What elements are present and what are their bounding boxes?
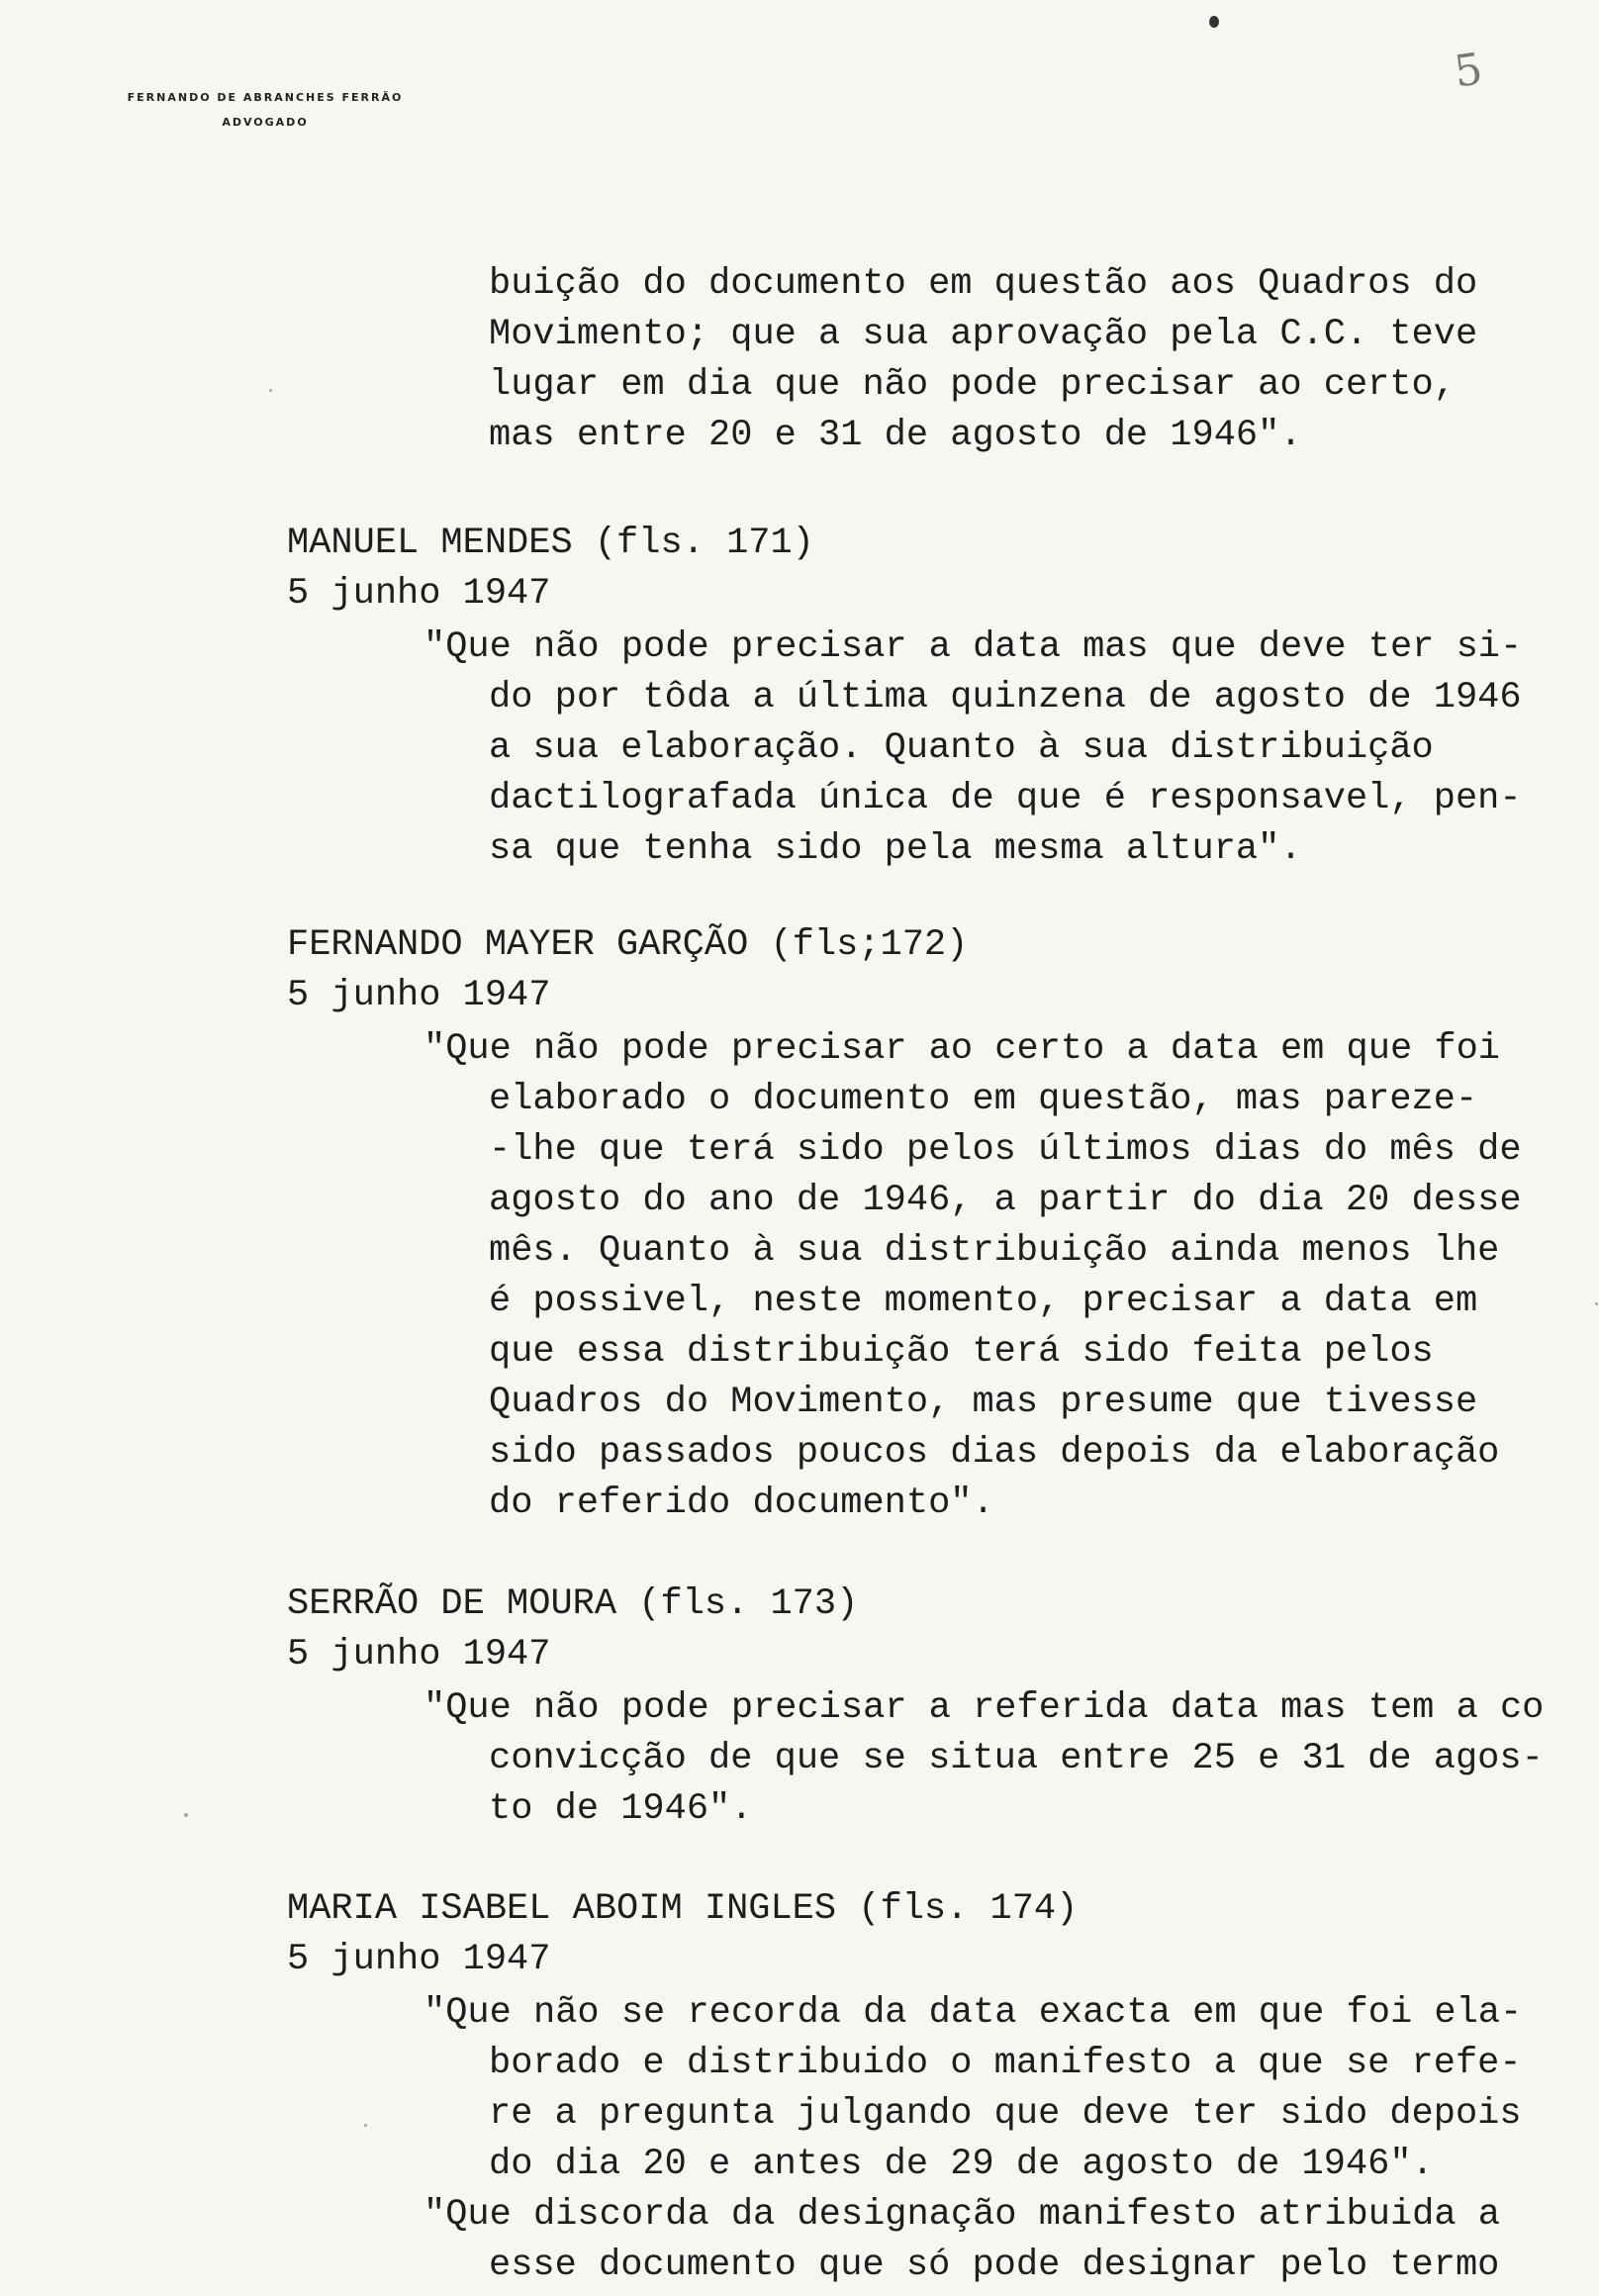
quote-line: do dia 20 e antes de 29 de agosto de 1946". bbox=[489, 2144, 1434, 2185]
testimony-date: 5 junho 1947 bbox=[287, 975, 551, 1016]
quote-line: sa que tenha sido pela mesma altura". bbox=[489, 828, 1302, 870]
witness-name: MARIA ISABEL ABOIM INGLES (fls. 174) bbox=[287, 1888, 1079, 1930]
quote-line: dactilografada única de que é responsavel, pen- bbox=[489, 778, 1522, 819]
testimony-date: 5 junho 1947 bbox=[287, 1634, 551, 1675]
paper-speck bbox=[184, 1813, 188, 1817]
quote-line: é possivel, neste momento, precisar a data em bbox=[489, 1281, 1478, 1322]
quote-line: "Que não pode precisar a referida data mas tem a co bbox=[423, 1687, 1545, 1729]
quote-line: sido passados poucos dias depois da elaboração bbox=[489, 1432, 1500, 1474]
quote-line: "Que não se recorda da data exacta em que foi ela- bbox=[423, 1992, 1523, 2034]
intro-line: mas entre 20 e 31 de agosto de 1946". bbox=[489, 415, 1302, 456]
ink-dot bbox=[1209, 16, 1219, 28]
letterhead bbox=[77, 91, 453, 129]
witness-name: SERRÃO DE MOURA (fls. 173) bbox=[287, 1583, 859, 1625]
paper-speck bbox=[1595, 1302, 1598, 1305]
paper-speck bbox=[364, 2124, 367, 2127]
quote-line: a sua elaboração. Quanto à sua distribuição bbox=[489, 727, 1434, 769]
testimony-date: 5 junho 1947 bbox=[287, 573, 551, 615]
intro-line: Movimento; que a sua aprovação pela C.C. teve bbox=[489, 314, 1478, 355]
quote-line: esse documento que só pode designar pelo termo bbox=[489, 2245, 1500, 2286]
page-number-mark: 5 bbox=[1451, 44, 1486, 98]
quote-line: do por tôda a última quinzena de agosto de 1946 bbox=[489, 677, 1522, 718]
quote-line: to de 1946". bbox=[489, 1788, 753, 1830]
quote-line: Quadros do Movimento, mas presume que tivesse bbox=[489, 1382, 1478, 1423]
quote-line: "Que não pode precisar ao certo a data em que foi bbox=[423, 1028, 1500, 1070]
quote-line: mês. Quanto à sua distribuição ainda menos lhe bbox=[489, 1230, 1500, 1272]
quote-line: re a pregunta julgando que deve ter sido depois bbox=[489, 2093, 1522, 2135]
quote-line: que essa distribuição terá sido feita pelos bbox=[489, 1331, 1434, 1373]
witness-name: MANUEL MENDES (fls. 171) bbox=[287, 523, 814, 564]
quote-line: do referido documento". bbox=[489, 1483, 994, 1524]
quote-line: borado e distribuido o manifesto a que se refe- bbox=[489, 2043, 1522, 2084]
quote-line: "Que não pode precisar a data mas que deve ter si- bbox=[423, 626, 1523, 668]
quote-line: elaborado o documento em questão, mas pareze- bbox=[489, 1079, 1478, 1120]
intro-line: buição do documento em questão aos Quadros do bbox=[489, 263, 1478, 305]
quote-line: -lhe que terá sido pelos últimos dias do mês de bbox=[489, 1129, 1522, 1171]
testimony-date: 5 junho 1947 bbox=[287, 1939, 551, 1980]
letterhead-name: FERNANDO DE ABRANCHES FERRÃO bbox=[127, 91, 404, 104]
quote-line: convicção de que se situa entre 25 e 31 de agos- bbox=[489, 1738, 1544, 1779]
intro-line: lugar em dia que não pode precisar ao certo, bbox=[489, 364, 1456, 406]
paper-speck bbox=[269, 389, 272, 392]
letterhead-role: ADVOGADO bbox=[222, 116, 309, 129]
quote-line: "Que discorda da designação manifesto atribuida a bbox=[423, 2194, 1500, 2236]
witness-name: FERNANDO MAYER GARÇÃO (fls;172) bbox=[287, 924, 969, 966]
quote-line: agosto do ano de 1946, a partir do dia 20 desse bbox=[489, 1180, 1522, 1221]
